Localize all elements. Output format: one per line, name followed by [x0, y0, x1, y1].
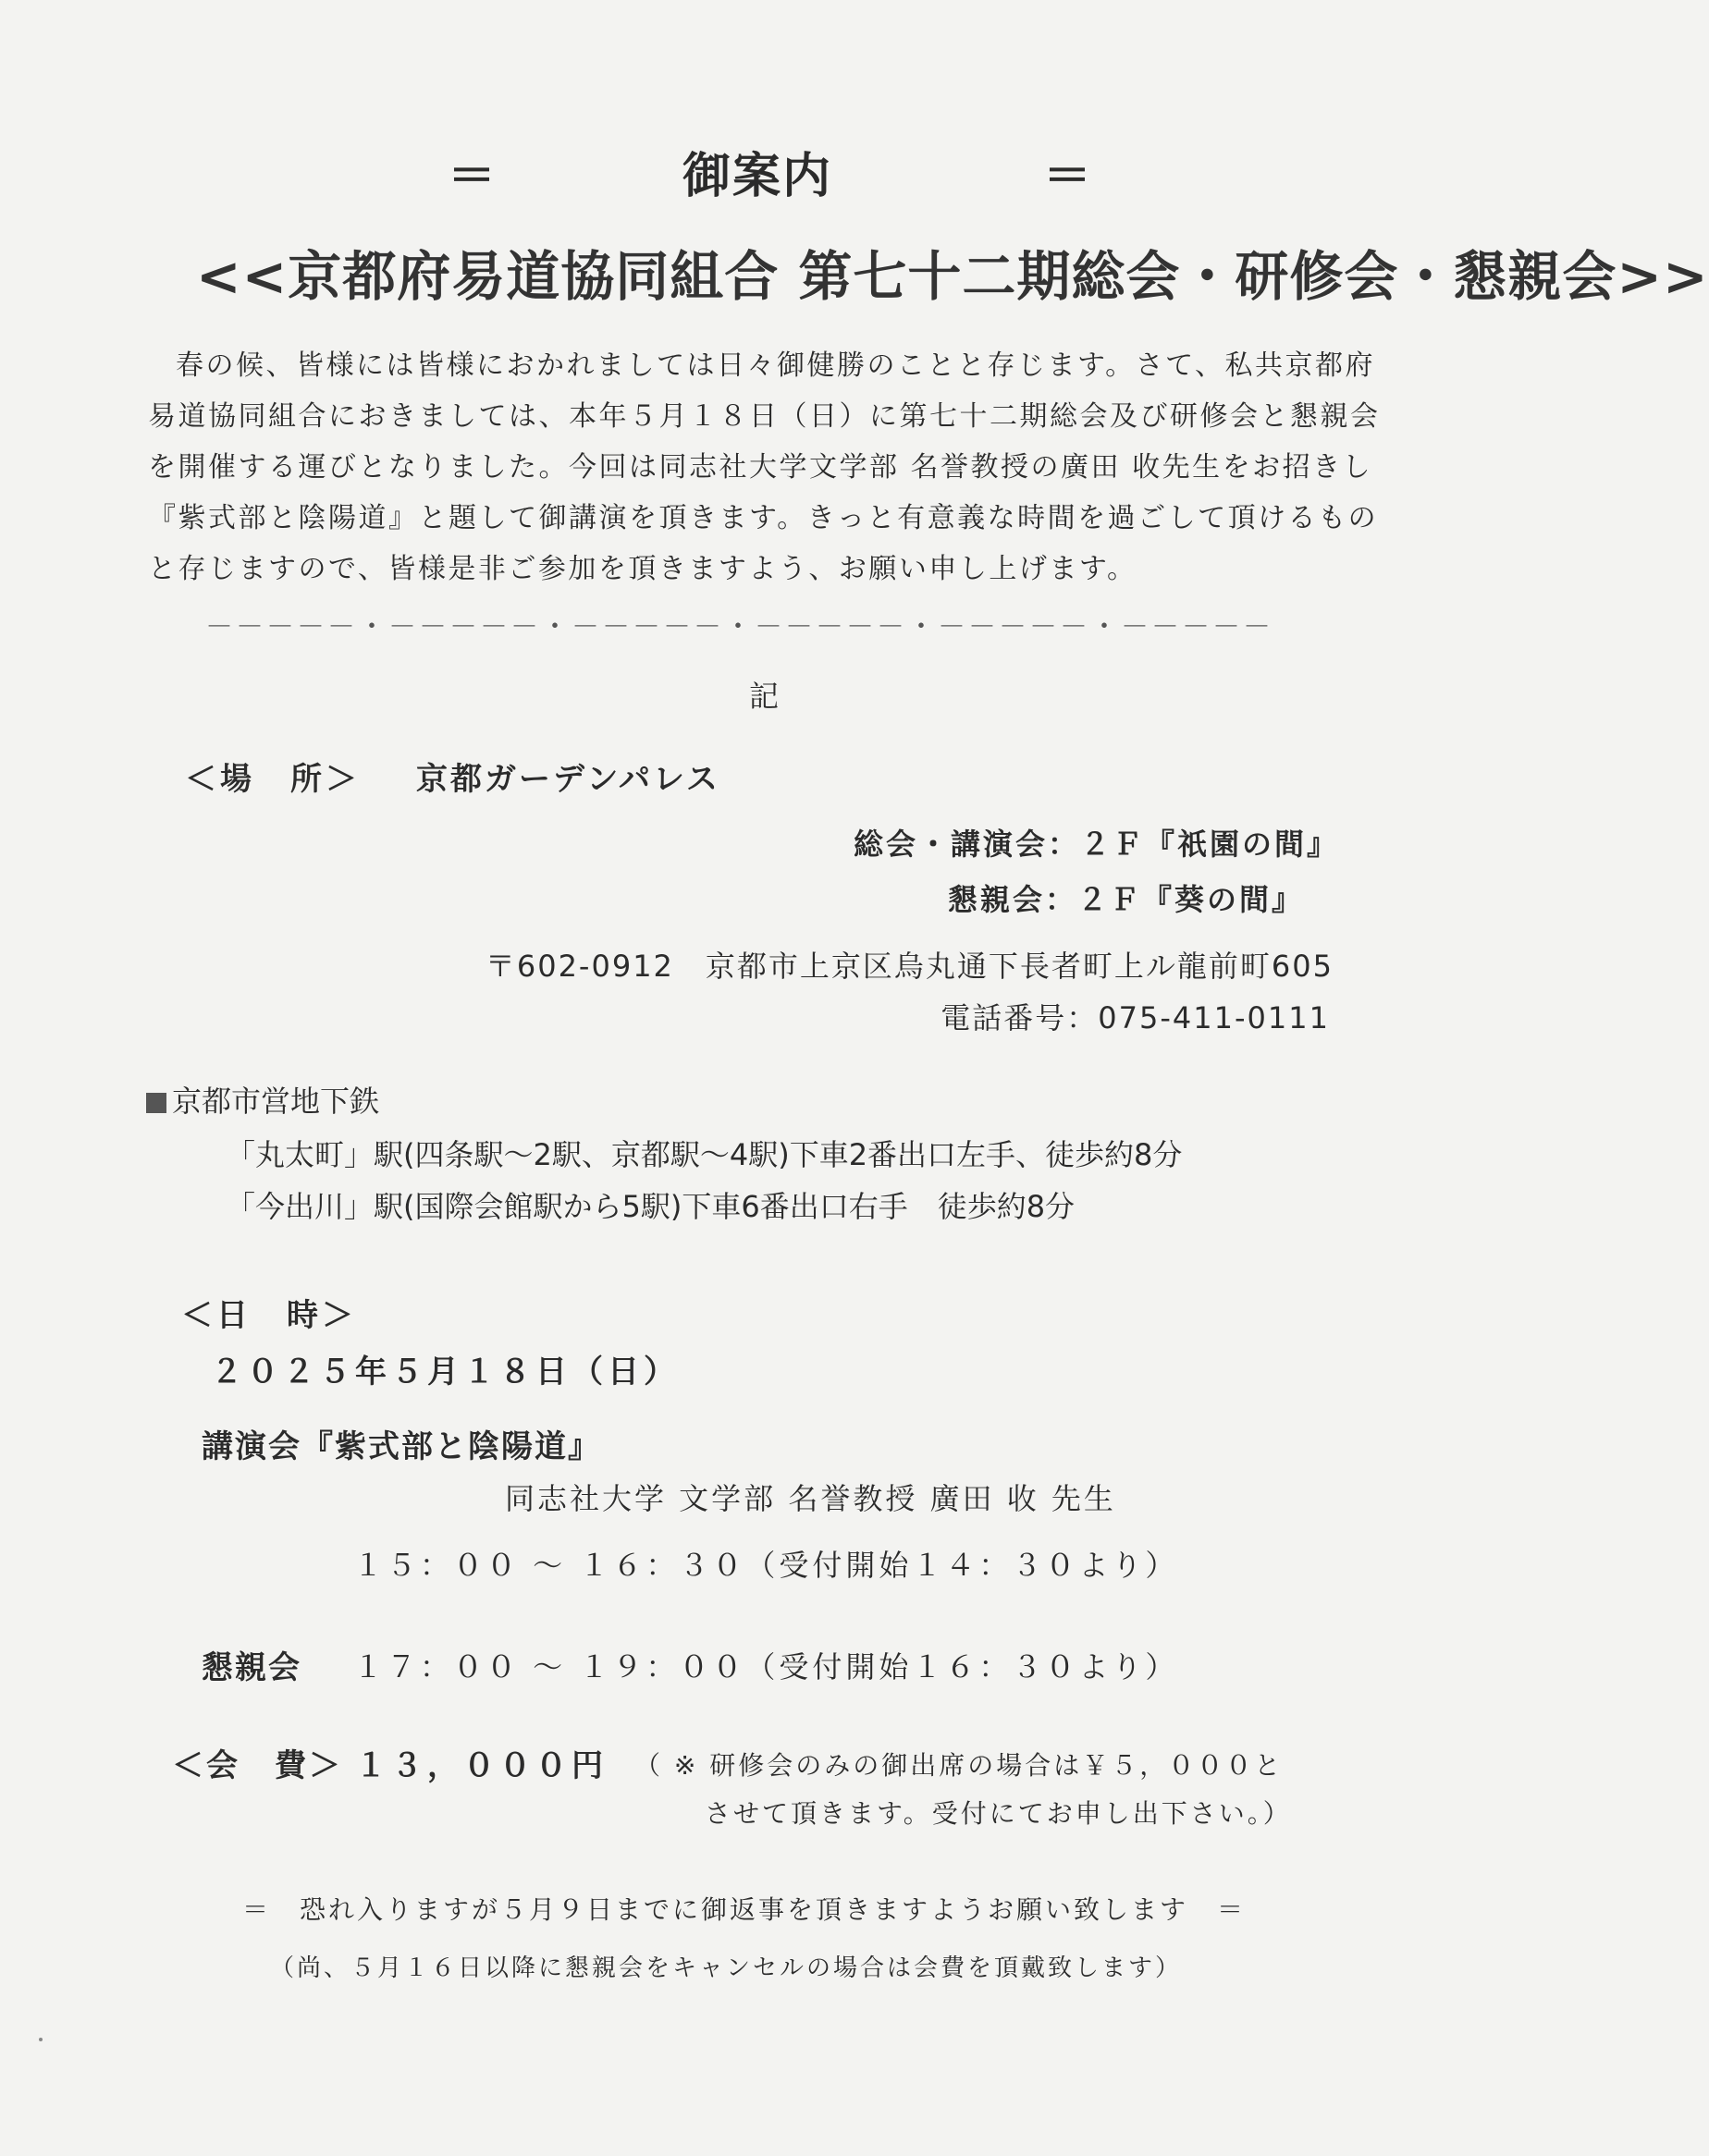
place-label: ＜場 所＞	[185, 761, 361, 798]
room-party: 懇親会：２Ｆ『葵の間』	[947, 882, 1304, 917]
header-left-mark: ＝	[448, 149, 497, 204]
venue-name: 京都ガーデンパレス	[416, 761, 720, 798]
square-bullet-icon	[146, 1093, 166, 1113]
party-label: 懇親会	[202, 1649, 301, 1686]
divider-line: －－－－－・－－－－－・－－－－－・－－－－－・－－－－－・－－－－－	[205, 611, 1273, 643]
lecturer-name: 同志社大学 文学部 名誉教授 廣田 收 先生	[505, 1481, 1116, 1516]
fee-note-line2: させて頂きます。受付にてお申し出下さい。）	[705, 1798, 1292, 1829]
event-date: ２０２５年５月１８日（日）	[211, 1354, 680, 1390]
cancellation-note: （尚、５月１６日以降に懇親会をキャンセルの場合は会費を頂戴致します）	[270, 1954, 1183, 1982]
access-route-imadegawa: 「今出川」駅(国際会館駅から5駅)下車6番出口右手 徒歩約8分	[226, 1189, 1076, 1224]
page-title: 御案内	[682, 149, 833, 204]
lecture-time: １５：００ ～ １６：３０（受付開始１４：３０より）	[353, 1548, 1179, 1583]
reply-request: ＝ 恐れ入りますが５月９日までに御返事を頂きますようお願い致します ＝	[242, 1894, 1247, 1925]
access-title-text: 京都市営地下鉄	[172, 1084, 380, 1119]
lecture-title: 講演会『紫式部と陰陽道』	[202, 1428, 601, 1465]
venue-address: 〒602-0912 京都市上京区烏丸通下長者町上ル龍前町605	[485, 949, 1334, 984]
datetime-label: ＜日 時＞	[181, 1297, 357, 1334]
fee-note-line1: （ ※ 研修会のみの御出席の場合は￥５，０００と	[634, 1750, 1284, 1781]
fee-label: ＜会 費＞	[172, 1747, 343, 1784]
intro-paragraph	[148, 340, 1387, 594]
ki-heading: 記	[749, 679, 780, 714]
room-general: 総会・講演会：２Ｆ『祇園の間』	[853, 827, 1339, 862]
scan-speck	[39, 2038, 43, 2041]
fee-amount: １３，０００円	[355, 1747, 608, 1784]
access-route-marutamachi: 「丸太町」駅(四条駅～2駅、京都駅～4駅)下車2番出口左手、徒歩約8分	[226, 1137, 1183, 1172]
party-time: １７：００ ～ １９：００（受付開始１６：３０より）	[353, 1649, 1179, 1684]
access-title	[146, 1078, 379, 1121]
event-title: <<京都府易道協同組合 第七十二期総会・研修会・懇親会>>	[196, 245, 1709, 308]
intro-text: 春の候、皆様には皆様におかれましては日々御健勝のことと存じます。さて、私共京都府易道協同組合におきましては、本年５月１８日（日）に第七十二期総会及び研修会と懇親会を開催する運びとなりました。今回は同志社大学文学部 名誉教授の廣田 收先生をお招きし『紫式部と陰陽道』と題して御講演を頂きます。きっと有意義な時間を過ごして頂けるものと存じますので、皆様是非ご参加を頂きますよう、お願い申し上げます。	[148, 349, 1381, 585]
header-right-mark: ＝	[1043, 149, 1092, 204]
venue-phone: 電話番号：075-411-0111	[941, 1000, 1330, 1035]
